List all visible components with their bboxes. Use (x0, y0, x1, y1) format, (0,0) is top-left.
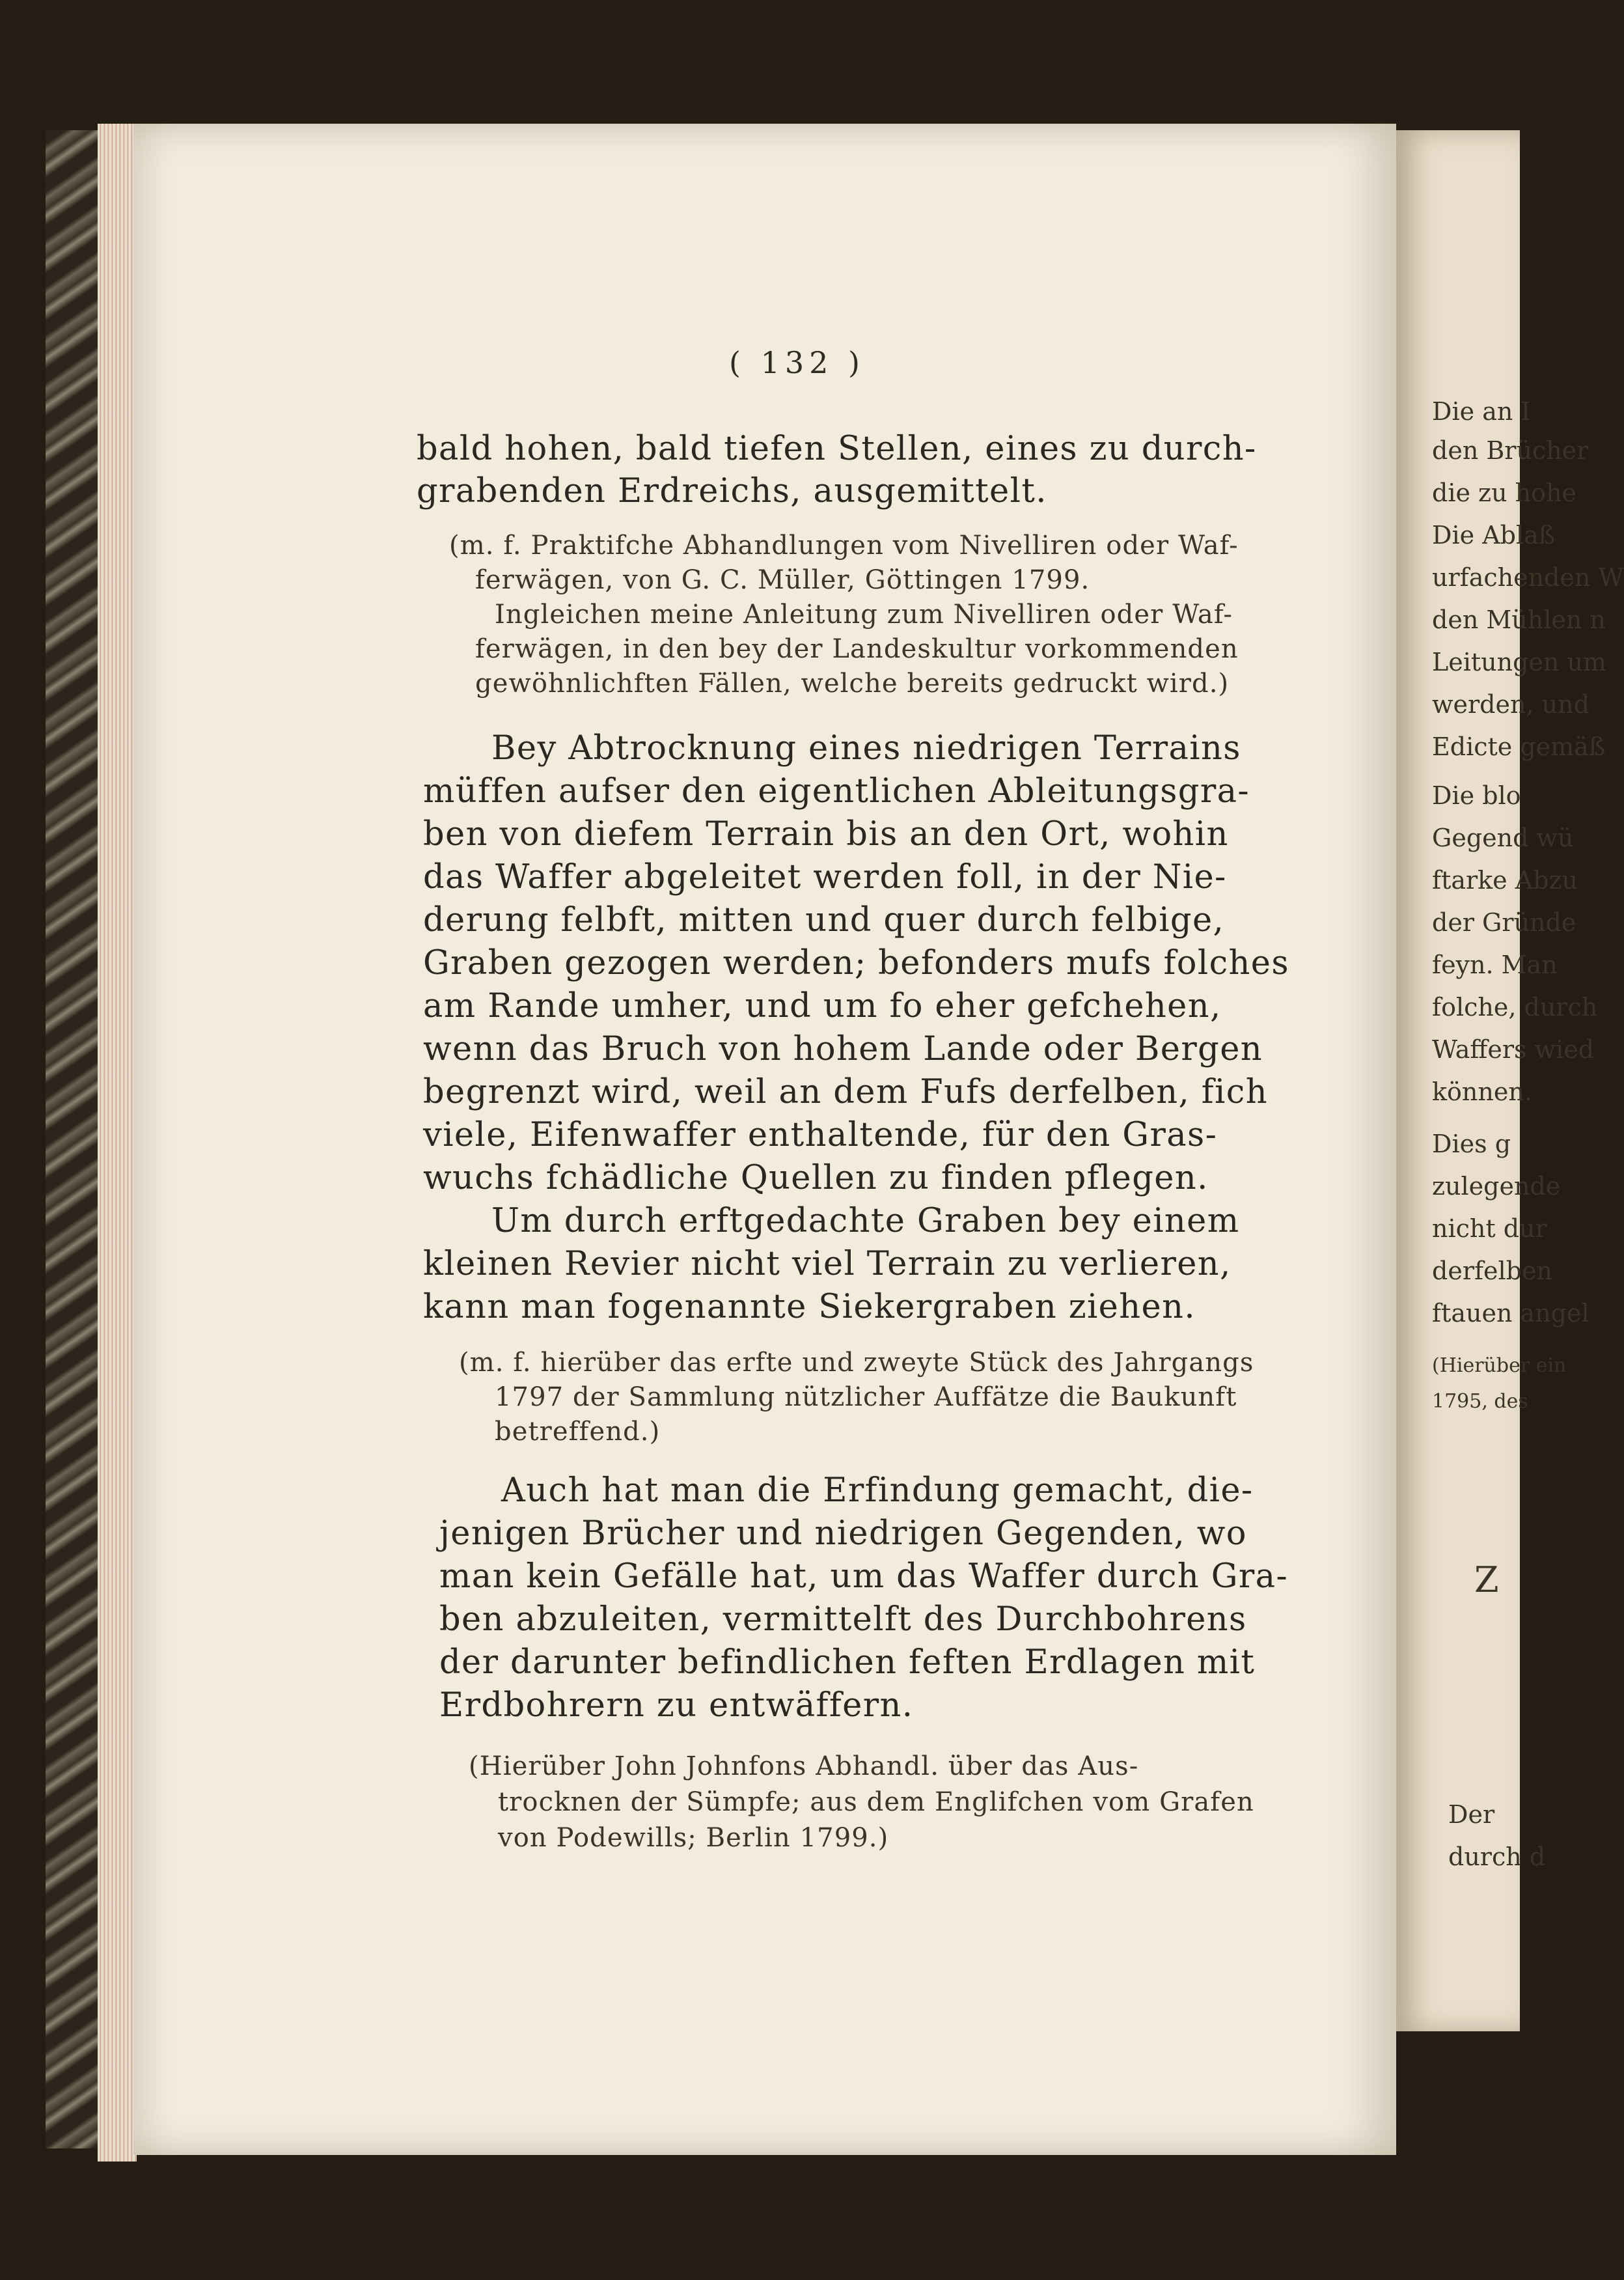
body-line: viele, Eifenwaffer enthaltende, für den Gras- (423, 1116, 1218, 1154)
facing-fragment: Gegend wü (1432, 824, 1574, 852)
facing-fragment: können. (1432, 1077, 1532, 1106)
facing-fragment: feyn. Man (1432, 951, 1558, 979)
facing-fragment: Dies g (1432, 1130, 1511, 1158)
facing-fragment: Waffers wied (1432, 1035, 1595, 1064)
body-line: derung felbft, mitten und quer durch felbige, (423, 901, 1225, 939)
page-number: ( 132 ) (729, 345, 865, 380)
facing-fragment: (Hierüber ein (1432, 1354, 1567, 1377)
note-line: gewöhnlichften Fällen, welche bereits gedruckt wird.) (475, 669, 1230, 699)
body-line: Bey Abtrocknung eines niedrigen Terrains (491, 729, 1241, 768)
facing-fragment: Z (1474, 1559, 1499, 1600)
body-line: Erdbohrern zu entwäffern. (439, 1686, 914, 1725)
facing-fragment: derfelben (1432, 1257, 1552, 1285)
body-line: jenigen Brücher und niedrigen Gegenden, wo (439, 1514, 1247, 1553)
body-line: der darunter befindlichen feften Erdlagen mit (439, 1643, 1256, 1682)
note-line: (m. f. Praktifche Abhandlungen vom Nivelliren oder Waf- (449, 531, 1239, 561)
facing-fragment: urfachenden W (1432, 563, 1624, 592)
facing-fragment: Leitungen um (1432, 648, 1606, 676)
body-line: bald hohen, bald tiefen Stellen, eines zu durch- (417, 430, 1257, 468)
note-line: ferwägen, in den bey der Landeskultur vorkommenden (475, 634, 1239, 664)
note-line: (m. f. hierüber das erfte und zweyte Stück des Jahrgangs (459, 1348, 1254, 1378)
facing-fragment: die zu hohe (1432, 479, 1576, 507)
facing-fragment: durch d (1448, 1842, 1546, 1871)
facing-fragment: den Mühlen n (1432, 605, 1606, 634)
facing-fragment: werden, und (1432, 690, 1590, 719)
body-line: kleinen Revier nicht viel Terrain zu verlieren, (423, 1245, 1232, 1283)
marbled-cover (46, 130, 100, 2148)
note-line: ferwägen, von G. C. Müller, Göttingen 1799. (475, 565, 1090, 595)
facing-fragment: folche, durch (1432, 993, 1598, 1022)
body-line: begrenzt wird, weil an dem Fufs derfelben, fich (423, 1073, 1268, 1111)
facing-fragment: Die Ablaß (1432, 521, 1556, 549)
facing-fragment: ftauen angel (1432, 1299, 1590, 1328)
facing-fragment: den Brücher (1432, 436, 1589, 465)
body-line: müffen aufser den eigentlichen Ableitungsgra- (423, 772, 1250, 811)
body-line: Um durch erftgedachte Graben bey einem (491, 1202, 1240, 1240)
facing-page (1396, 130, 1624, 2031)
note-line: 1797 der Sammlung nützlicher Auffätze die Baukunft (495, 1382, 1237, 1412)
facing-fragment: 1795, des (1432, 1390, 1528, 1413)
body-line: wenn das Bruch von hohem Lande oder Bergen (423, 1030, 1263, 1068)
facing-fragment: ftarke Abzu (1432, 866, 1578, 895)
body-line: Auch hat man die Erfindung gemacht, die- (501, 1471, 1254, 1510)
body-line: Graben gezogen werden; befonders mufs folches (423, 944, 1289, 982)
note-line: Ingleichen meine Anleitung zum Nivelliren oder Waf- (495, 600, 1233, 630)
facing-fragment: der Gründe (1432, 908, 1576, 937)
page-edges (98, 124, 137, 2162)
facing-fragment: nicht dur (1432, 1214, 1547, 1243)
body-line: man kein Gefälle hat, um das Waffer durch Gra- (439, 1557, 1289, 1596)
body-line: ben von diefem Terrain bis an den Ort, wohin (423, 815, 1229, 854)
note-line: trocknen der Sümpfe; aus dem Englifchen vom Grafen (498, 1787, 1254, 1817)
note-line: von Podewills; Berlin 1799.) (498, 1823, 889, 1853)
note-line: betreffend.) (495, 1417, 661, 1447)
facing-fragment: Die an I (1432, 397, 1531, 426)
body-line: kann man fogenannte Siekergraben ziehen. (423, 1288, 1196, 1326)
facing-fragment: Edicte gemäß (1432, 732, 1606, 761)
note-line: (Hierüber John Johnfons Abhandl. über das Aus- (469, 1751, 1139, 1781)
body-line: grabenden Erdreichs, ausgemittelt. (417, 472, 1047, 510)
facing-fragment: Der (1448, 1800, 1495, 1829)
facing-fragment: Die blo (1432, 781, 1521, 810)
body-line: ben abzuleiten, vermittelft des Durchbohrens (439, 1600, 1247, 1639)
body-line: das Waffer abgeleitet werden foll, in der Nie- (423, 858, 1227, 897)
body-line: wuchs fchädliche Quellen zu finden pflegen. (423, 1159, 1209, 1197)
facing-fragment: zulegende (1432, 1172, 1561, 1201)
body-line: am Rande umher, und um fo eher gefchehen, (423, 987, 1222, 1025)
